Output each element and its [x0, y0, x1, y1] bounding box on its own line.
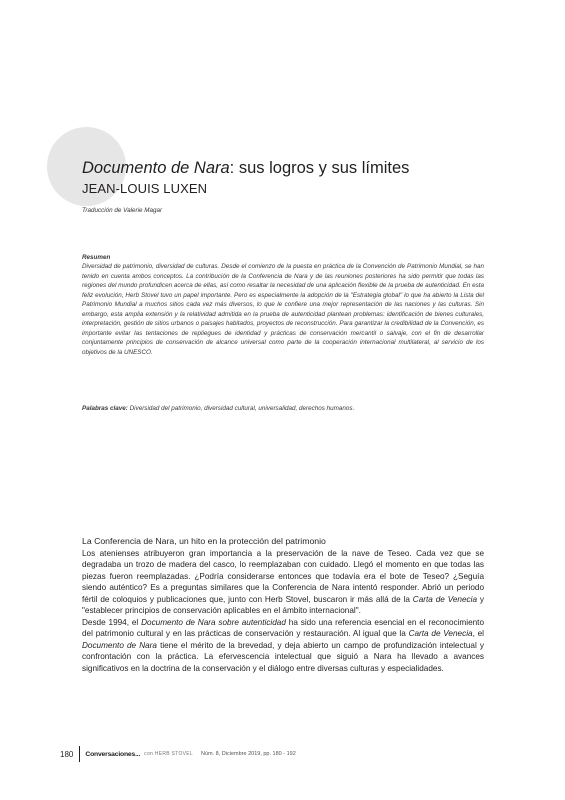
article-title	[82, 158, 542, 178]
p1-text-b: y "establecer principios de conservación aplicables en el ámbito internacional".	[82, 594, 484, 616]
abstract-heading: Resumen	[82, 254, 111, 261]
keywords-label: Palabras clave:	[82, 405, 128, 412]
p1-italic: Carta de Venecia	[412, 594, 477, 604]
keywords-block	[82, 404, 484, 413]
section-heading: La Conferencia de Nara, un hito en la protección del patrimonio	[82, 536, 326, 546]
abstract-text: Diversidad de patrimonio, diversidad de culturas. Desde el comienzo de la puesta en práctica de la Convención de Patrimonio Mundial, se han tenido en cuenta ambos conceptos. La contribución de la Conferencia de Nara y de las reuniones posteriores ha sido permitir que todas las regiones del mundo profundicen acerca de ellas, así como resaltar la necesidad de una aplicación flexible de la prueba de autenticidad. En esta feliz evolución, Herb Stovel tuvo un papel importante. Pero es especialmente la adopción de la "Estrategia global" lo que ha abierto la Lista del Patrimonio Mundial a muchos sitios cada vez más diversos, lo que le confiere una mejor representación de las naciones y las culturas. Sin embargo, esta amplia extensión y la relatividad admitida en la prueba de autenticidad plantean problemas: identificación de bienes culturales, interpretación, gestión de sitios urbanos o paisajes habitados, proyectos de reconstrucción. Para garantizar la credibilidad de la Convención, es importante evitar las tentaciones de repliegues de identidad y prácticas de conservación mercantil o salvaje, con el fin de desarrollar conjuntamente principios de conservación de alcance universal como parte de la cooperación internacional multilateral, al servicio de los objetivos de la UNESCO.	[82, 263, 484, 356]
body-paragraph-1	[82, 548, 484, 616]
journal-name: Conversaciones...	[85, 750, 141, 758]
p2-text-b: ha sido una referencia esencial en el reconocimiento del patrimonio cultural y en las prácticas de conservación y restauración. Al igual que la	[82, 618, 484, 639]
p2-text-c: , el	[472, 629, 484, 639]
p2-text-d: tiene el mérito de la brevedad, y deja abierto un campo de profundización intelectual y confrontación con la práctica. La efervescencia intelectual que siguió a Nara ha llevado a avances significativos en la doctrina de la conservación y el diálogo entre diversas culturas y especialidades.	[82, 640, 484, 673]
page-footer	[60, 745, 296, 763]
body-paragraph-2	[82, 617, 484, 674]
article-title-italic: Documento de Nara	[82, 159, 230, 177]
article-author: JEAN-LOUIS LUXEN	[82, 181, 208, 196]
footer-divider	[79, 746, 80, 762]
journal-homage: con HERB STOVEL	[144, 751, 194, 757]
abstract-block	[82, 253, 484, 357]
article-title-rest: : sus logros y sus límites	[229, 159, 410, 177]
page-number: 180	[60, 749, 74, 759]
translation-credit: Traducción de Valerie Magar	[82, 207, 163, 214]
p2-italic-2: Carta de Venecia	[408, 629, 473, 639]
issue-info: Núm. 8, Diciembre 2019, pp. 180 - 192	[201, 751, 296, 757]
p2-italic-3: Documento de Nara	[82, 640, 157, 650]
p2-italic-1: Documento de Nara sobre autenticidad	[141, 618, 286, 627]
p1-text-a: Los atenienses atribuyeron gran importancia a la preservación de la nave de Teseo. Cada vez que se degradaba un trozo de madera del casco, lo reemplazaban con cuidado. Llegó el momento en que todas las piezas fueron reemplazadas. ¿Podría considerarse entonces que todavía era el bote de Teseo? ¿Seguía siendo auténtico? Es a preguntas similares que la Conferencia de Nara intentó responder. Abrió un periodo fértil de coloquios y publicaciones que, junto con Herb Stovel, buscaron ir más allá de la	[82, 549, 484, 604]
keywords-text: Diversidad del patrimonio, diversidad cultural, universalidad, derechos humanos.	[127, 405, 355, 412]
p2-text-a: Desde 1994, el	[82, 618, 142, 627]
